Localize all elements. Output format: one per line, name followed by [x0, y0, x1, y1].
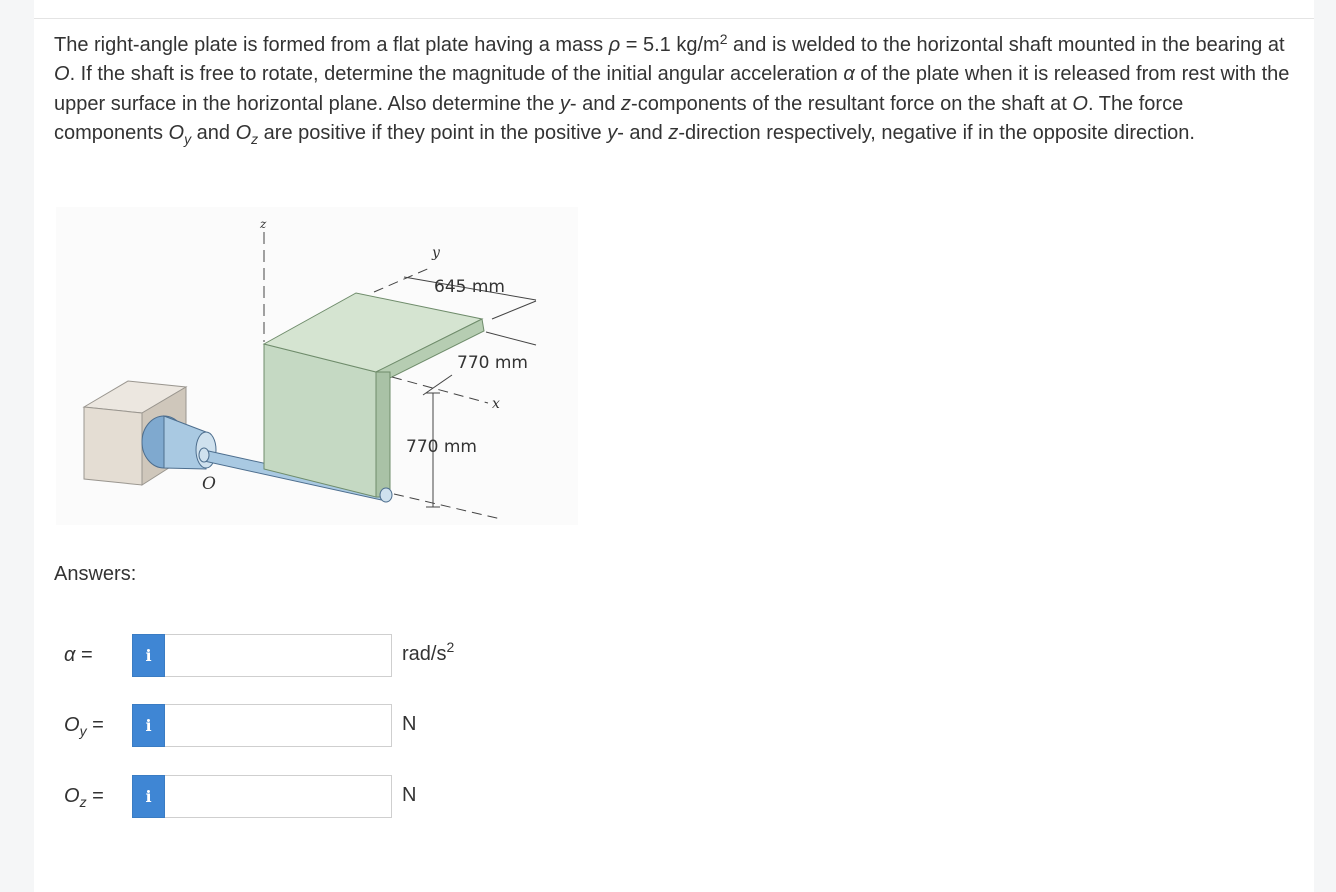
- unit-label: N: [402, 784, 417, 806]
- dim-label-770-vertical: 770 mm: [406, 437, 477, 457]
- info-icon[interactable]: i: [132, 704, 165, 747]
- label-O: O: [202, 474, 216, 494]
- axis-label-z: z: [260, 217, 267, 231]
- info-icon[interactable]: i: [132, 775, 165, 818]
- dim-label-770-side: 770 mm: [457, 353, 528, 373]
- divider: [34, 18, 1314, 19]
- answers-label: Answers:: [54, 563, 137, 585]
- dim-label-645: 645 mm: [434, 277, 505, 297]
- unit-label: N: [402, 713, 417, 735]
- Oz-answer-input[interactable]: [165, 775, 392, 818]
- Oy-answer-input[interactable]: [165, 704, 392, 747]
- axis-label-y: y: [432, 245, 440, 261]
- alpha-answer-input[interactable]: [165, 634, 392, 677]
- plate-figure: [56, 207, 578, 525]
- axis-label-x: x: [492, 396, 500, 412]
- question-text: The right-angle plate is formed from a flat plate having a mass ρ = 5.1 $kg/m^2$ and is welded to the horizontal shaft mounted in the bearing at O. If the shaft is free to rotate, determine the magnitude of the initial angular acceleration α of the plate when it is released from rest with the upper surface in the horizontal plane. Also determine the y- and z-components of the resultant force on the shaft at O. The force components $O_y$ and $O_z$ are positive if they point in the positive y- and z-direction respectively, negative if in the opposite direction.: [54, 31, 1290, 147]
- variable-label: α =: [64, 644, 93, 666]
- info-icon[interactable]: i: [132, 634, 165, 677]
- variable-label: $O_z$ =: [64, 785, 104, 810]
- variable-label: $O_y$ =: [64, 714, 104, 739]
- unit-label: rad/$s^2$: [402, 639, 455, 665]
